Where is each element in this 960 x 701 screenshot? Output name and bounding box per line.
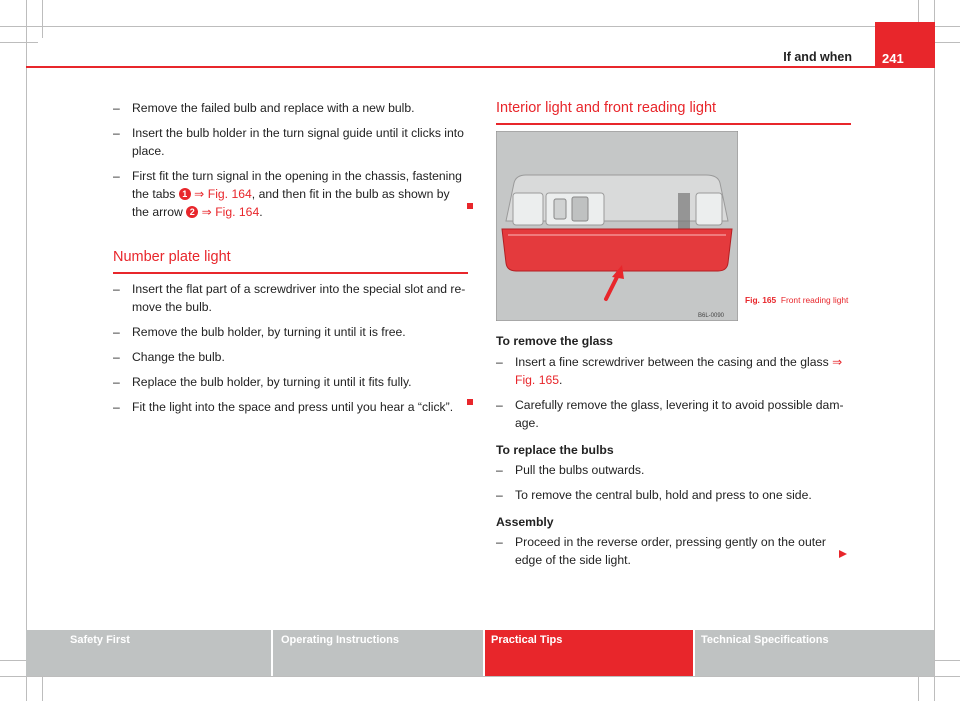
remove-glass-instructions [496, 332, 851, 569]
list-item: – Proceed in the reverse order, pressing gently on the outer edge of the side light. [496, 535, 826, 567]
list-item: – Insert a fine screwdriver between the casing and the glass ⇒ Fig. 165. [496, 355, 843, 387]
section-end-marker [467, 203, 473, 209]
figure-caption [745, 295, 855, 305]
footer-tab-practical[interactable]: Practical Tips [485, 630, 693, 676]
switch-button [572, 197, 588, 221]
header-rule [26, 66, 934, 68]
figure-link[interactable]: ⇒ Fig. 164 [201, 205, 260, 219]
crop-mark [0, 42, 38, 43]
page-number: 241 [882, 51, 904, 66]
list-item: – Fit the light into the space and press until you hear a “click”. [113, 400, 454, 414]
switch-button [554, 199, 566, 219]
number-plate-steps [113, 280, 467, 416]
crop-mark [26, 0, 27, 701]
section-end-marker [467, 399, 473, 405]
continue-arrow-icon [838, 549, 848, 559]
list-item: – Pull the bulbs outwards. [496, 463, 645, 477]
list-item: – Insert the bulb holder in the turn signal guide until it clicks into place. [113, 126, 464, 158]
list-item: – Remove the bulb holder, by turning it until it is free. [113, 325, 406, 339]
footer-tab-technical[interactable]: Technical Specifications [695, 630, 934, 676]
crop-mark [934, 0, 935, 701]
section-heading: Interior light and front reading light [496, 100, 717, 116]
left-column [113, 99, 467, 221]
figure-label: Fig. 165 [745, 295, 777, 305]
callout-2: 2 [186, 206, 198, 218]
figure-code: B6L-0090 [698, 313, 725, 319]
footer-tab-safety[interactable]: Safety First [26, 630, 271, 676]
subheading: To replace the bulbs [496, 443, 614, 457]
footer-tab-operating[interactable]: Operating Instructions [273, 630, 483, 676]
left-lamp-lens [513, 193, 543, 225]
number-plate-section [113, 248, 468, 274]
list-item: – First fit the turn signal in the opening in the chassis, fastening the tabs 1 ⇒ Fig. 164, and then fit in the bulb as shown by the arrow 2 ⇒ Fig. 164. [113, 169, 462, 219]
list-item: – Remove the failed bulb and replace with a new bulb. [113, 101, 415, 115]
list-item: – Change the bulb. [113, 350, 225, 364]
subheading: To remove the glass [496, 334, 613, 348]
figure-frame [496, 131, 738, 321]
crop-mark [42, 0, 43, 38]
heading-rule [496, 123, 851, 125]
callout-1: 1 [179, 188, 191, 200]
figure-text: Front reading light [780, 295, 849, 305]
crop-mark [0, 26, 960, 27]
list-item: – To remove the central bulb, hold and press to one side. [496, 488, 812, 502]
heading-rule [113, 272, 468, 274]
list-item: – Replace the bulb holder, by turning it until it fits fully. [113, 375, 412, 389]
reading-light-figure [496, 131, 738, 321]
figure-link[interactable]: ⇒ Fig. 164 [194, 187, 252, 201]
figure-link[interactable]: ⇒ Fig. 165 [515, 355, 843, 387]
speaker-grille [678, 193, 690, 229]
running-title: If and when [783, 50, 852, 64]
right-lamp-lens [696, 193, 722, 225]
subheading: Assembly [496, 515, 554, 529]
list-item: – Carefully remove the glass, levering it to avoid possible dam-age. [496, 398, 844, 430]
section-heading: Number plate light [113, 249, 231, 265]
list-item: – Insert the flat part of a screwdriver into the special slot and re-move the bulb. [113, 282, 466, 314]
interior-light-section [496, 99, 851, 125]
crop-mark [0, 676, 960, 677]
